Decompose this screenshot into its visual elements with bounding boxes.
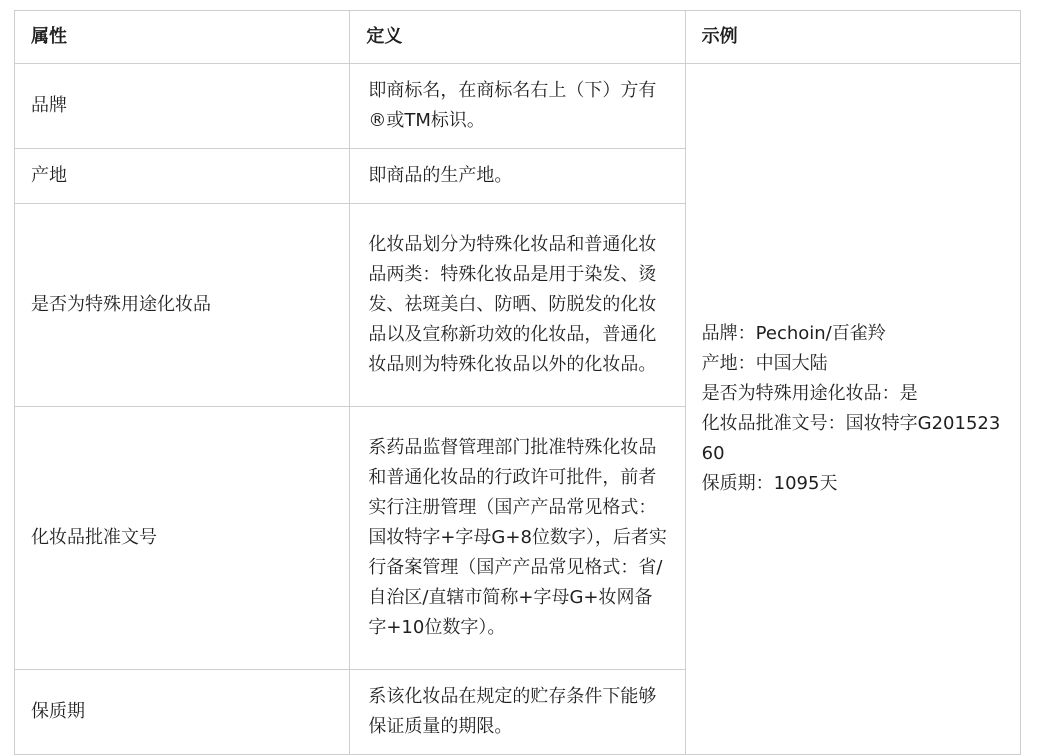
attribute-table: [14, 10, 1021, 755]
example-cell: [685, 64, 1020, 755]
example-line: 品牌：Pechoin/百雀羚: [701, 323, 886, 344]
definition-cell: 化妆品划分为特殊化妆品和普通化妆品两类：特殊化妆品是用于染发、烫发、祛斑美白、防晒、防脱发的化妆品以及宣称新功效的化妆品，普通化妆品则为特殊化妆品以外的化妆品。: [350, 204, 685, 407]
table-row: [15, 64, 1021, 149]
table-header-row: [15, 11, 1021, 64]
definition-cell: 即商品的生产地。: [350, 149, 685, 204]
attribute-cell: 产地: [15, 149, 350, 204]
example-line: 化妆品批准文号：国妆特字G20152360: [701, 413, 1001, 464]
example-line: 是否为特殊用途化妆品：是: [701, 383, 918, 404]
attribute-cell: 是否为特殊用途化妆品: [15, 204, 350, 407]
attribute-cell: 品牌: [15, 64, 350, 149]
definition-cell: 系药品监督管理部门批准特殊化妆品和普通化妆品的行政许可批件，前者实行注册管理（国产产品常见格式：国妆特字+字母G+8位数字），后者实行备案管理（国产产品常见格式：省/自治区/直辖市简称+字母G+妆网备字+10位数字）。: [350, 407, 685, 670]
definition-cell: 即商标名，在商标名右上（下）方有®或TM标识。: [350, 64, 685, 149]
header-attribute: 属性: [15, 11, 350, 64]
header-definition: 定义: [350, 11, 685, 64]
example-line: 产地：中国大陆: [701, 353, 828, 374]
header-example: 示例: [685, 11, 1020, 64]
attribute-cell: 保质期: [15, 670, 350, 755]
example-line: 保质期：1095天: [701, 473, 838, 494]
attribute-cell: 化妆品批准文号: [15, 407, 350, 670]
definition-cell: 系该化妆品在规定的贮存条件下能够保证质量的期限。: [350, 670, 685, 755]
